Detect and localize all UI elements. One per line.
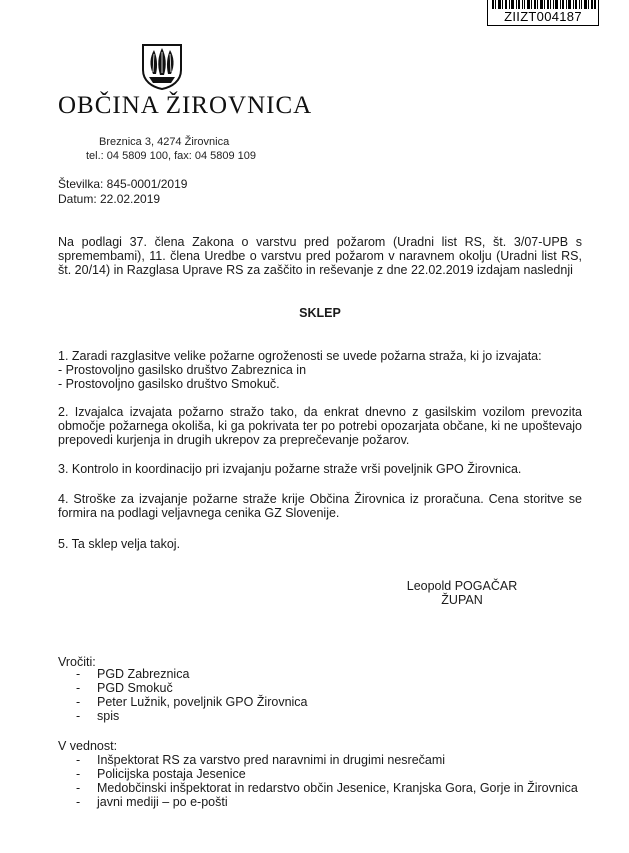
barcode-number: ZIIZT004187 <box>504 9 582 24</box>
barcode-stamp <box>487 0 599 26</box>
signature-block <box>392 579 532 607</box>
delivery-label: Vročiti: <box>58 655 96 669</box>
list-item: - javni mediji – po e-pošti <box>76 795 578 809</box>
municipality-crest-icon <box>141 44 183 90</box>
document-number: Številka: 845-0001/2019 <box>58 177 188 191</box>
point-2-text: 2. Izvajalca izvajata požarno stražo tako, da enkrat dnevno z gasilskim vozilom prevozita območje požarnega okoliša, ki ga pokrivata ter po potrebi opozarjata občane, ki ne upoštevajo prepovedi kurjenja in drugih ukrepov za preprečevanje požarov. <box>58 405 582 447</box>
point-3-text: 3. Kontrolo in koordinacijo pri izvajanju požarne straže vrši poveljnik GPO Žirovnica. <box>58 462 522 476</box>
barcode-bars <box>492 0 596 9</box>
list-item: - PGD Zabreznica <box>76 667 308 681</box>
signatory-name: Leopold POGAČAR <box>406 579 518 593</box>
list-item: - Policijska postaja Jesenice <box>76 767 578 781</box>
list-item: - PGD Smokuč <box>76 681 308 695</box>
list-item: - Prostovoljno gasilsko društvo Smokuč. <box>58 377 280 391</box>
list-item: - Peter Lužnik, poveljnik GPO Žirovnica <box>76 695 308 709</box>
legal-basis-paragraph: Na podlagi 37. člena Zakona o varstvu pred požarom (Uradni list RS, št. 3/07-UPB s spremembami), 11. člena Uredbe o varstvu pred požarom v naravnem okolju (Uradni list RS, št. 20/14) in Razglasa Uprave RS za zaščito in reševanje z dne 22.02.2019 izdajam naslednji <box>58 235 582 277</box>
point-5-text: 5. Ta sklep velja takoj. <box>58 537 181 551</box>
delivery-list <box>76 667 308 723</box>
point-4-text: 4. Stroške za izvajanje požarne straže krije Občina Žirovnica iz proračuna. Cena storitve se formira na podlagi veljavnega cenika GZ Slovenije. <box>58 492 582 520</box>
municipality-contact: tel.: 04 5809 100, fax: 04 5809 109 <box>86 150 257 162</box>
municipality-address: Breznica 3, 4274 Žirovnica <box>99 136 230 148</box>
signatory-position: ŽUPAN <box>441 593 483 607</box>
list-item: - Inšpektorat RS za varstvo pred naravnimi in drugimi nesrečami <box>76 753 578 767</box>
municipality-name: OBČINA ŽIROVNICA <box>58 92 313 119</box>
list-item: - Medobčinski inšpektorat in redarstvo občin Jesenice, Kranjska Gora, Gorje in Žirovnica <box>76 781 578 795</box>
list-item: - spis <box>76 709 308 723</box>
for-information-label: V vednost: <box>58 739 118 753</box>
point-1-text: 1. Zaradi razglasitve velike požarne ogroženosti se uvede požarna straža, ki jo izvajata: <box>58 349 542 363</box>
document-title: SKLEP <box>299 306 341 320</box>
point-1-list <box>58 363 306 391</box>
list-item: - Prostovoljno gasilsko društvo Zabreznica in <box>58 363 307 377</box>
document-date: Datum: 22.02.2019 <box>58 192 161 206</box>
for-information-list <box>76 753 578 809</box>
